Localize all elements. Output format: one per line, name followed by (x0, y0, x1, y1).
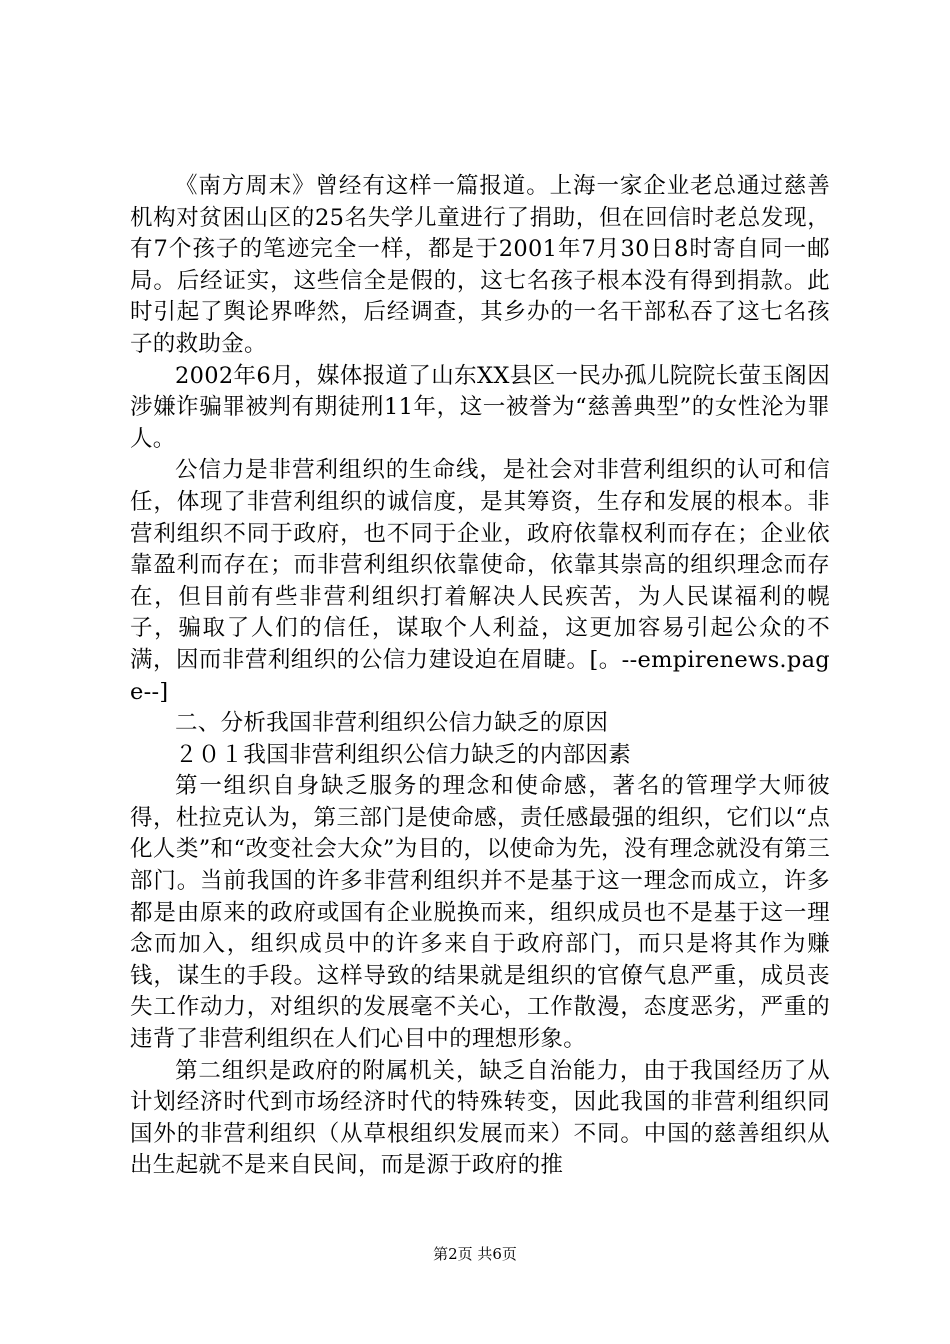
document-body (130, 171, 830, 1182)
paragraph-orphanage-case: 2002年6月，媒体报道了山东XX县区一民办孤儿院院长萤玉阁因涉嫌诈骗罪被判有期徒刑11年，这一被誉为“慈善典型”的女性沦为罪人。 (130, 362, 830, 452)
paragraph-internal-factor-one: 第一组织自身缺乏服务的理念和使命感，著名的管理学大师彼得，杜拉克认为，第三部门是使命感，责任感最强的组织，它们以“点化人类”和“改变社会大众”为目的，以使命为先，没有理念就没有第三部门。当前我国的许多非营利组织并不是基于这一理念而成立，许多都是由原来的政府或国有企业脱换而来，组织成员也不是基于这一理念而加入，组织成员中的许多来自于政府部门，而只是将其作为赚钱，谋生的手段。这样导致的结果就是组织的官僚气息严重，成员丧失工作动力，对组织的发展毫不关心，工作散漫，态度恶劣，严重的违背了非营利组织在人们心目中的理想形象。 (130, 773, 830, 1053)
paragraph-southern-weekly-report: 《南方周末》曾经有这样一篇报道。上海一家企业老总通过慈善机构对贫困山区的25名失学儿童进行了捐助，但在回信时老总发现，有7个孩子的笔迹完全一样，都是于2001年7月30日8时寄自同一邮局。后经证实，这些信全是假的，这七名孩子根本没有得到捐款。此时引起了舆论界哗然，后经调查，其乡办的一名干部私吞了这七名孩子的救助金。 (130, 173, 830, 357)
paragraph-internal-factor-two: 第二组织是政府的附属机关，缺乏自治能力，由于我国经历了从计划经济时代到市场经济时代的特殊转变，因此我国的非营利组织同国外的非营利组织（从草根组织发展而来）不同。中国的慈善组织从出生起就不是来自民间，而是源于政府的推 (130, 1057, 830, 1179)
paragraph-credibility-lifeline: 公信力是非营利组织的生命线，是社会对非营利组织的认可和信任，体现了非营利组织的诚信度，是其筹资，生存和发展的根本。非营利组织不同于政府，也不同于企业，政府依靠权利而存在；企业依靠盈利而存在；而非营利组织依靠使命，依靠其崇高的组织理念而存在，但目前有些非营利组织打着解决人民疾苦，为人民谋福利的幌子，骗取了人们的信任，谋取个人利益，这更加容易引起公众的不满，因而非营利组织的公信力建设迫在眉睫。[。--empirenews.page--] (130, 457, 830, 705)
subsection-heading: ２０１我国非营利组织公信力缺乏的内部因素 (175, 741, 632, 768)
section-heading: 二、分析我国非营利组织公信力缺乏的原因 (175, 710, 609, 737)
page-number-footer: 第2页 共6页 (433, 1245, 517, 1263)
